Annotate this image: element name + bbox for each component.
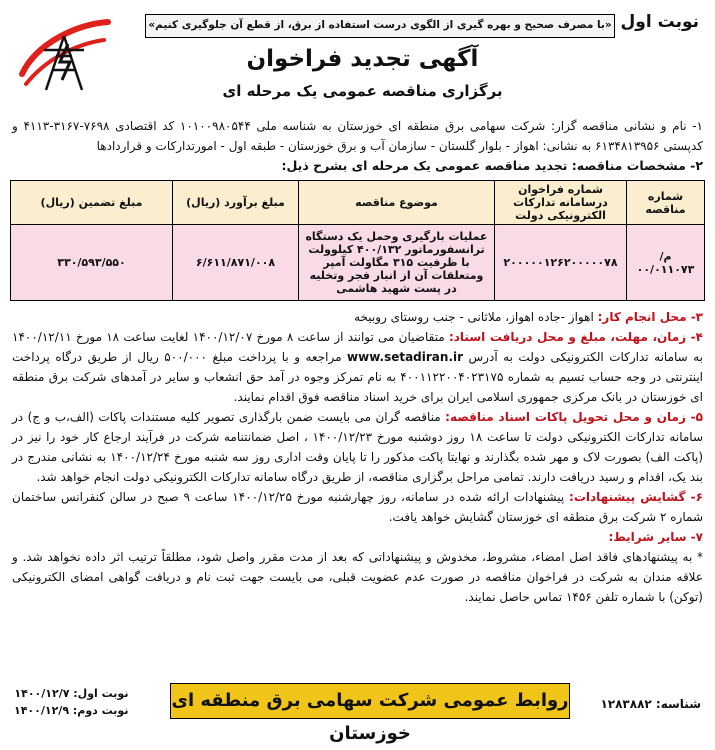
section-3 (12, 307, 703, 327)
public-relations-banner: روابط عمومی شرکت سهامی برق منطقه ای خوزستان (170, 683, 570, 719)
section-5-heading: ۵- زمان و محل تحویل پاکات اسناد مناقصه: (445, 410, 703, 424)
slogan-banner: «با مصرف صحیح و بهره گیری از الگوی درست استفاده از برق، از قطع آن جلوگیری کنیم» (145, 14, 615, 38)
th-guarantee: مبلغ تضمین (ریال) (11, 181, 173, 225)
header (10, 8, 705, 116)
section-5 (12, 407, 703, 487)
section-7-heading: ۷- سایر شرایط: (608, 530, 703, 544)
tender-table (10, 180, 705, 301)
th-subject: موضوع مناقصه (299, 181, 495, 225)
cell-ref: ۲۰۰۰۰۰۱۲۶۲۰۰۰۰۰۷۸ (495, 225, 627, 301)
page-subtitle: برگزاری مناقصه عمومی یک مرحله ای (222, 82, 503, 100)
electricity-tower-logo (16, 14, 112, 94)
date-second: نوبت دوم: ۱۴۰۰/۱۲/۹ (14, 704, 129, 717)
publish-dates (14, 685, 128, 719)
section-7-body: * به پیشنهادهای فاقد اصل امضاء، مشروط، مخدوش و پیشنهاداتی که بعد از مدت مقرر واصل شود، مطلقاً ترتیب اثر داده نخواهد شد. و علاقه مندان به شرکت در فراخوان مناقصه در صورت عدم عضویت قبلی، می بایست جهت ثبت نام و دریافت گواهی امضای الکترونیکی (توکن) با شماره تلفن ۱۴۵۶ تماس حاصل نمایند. (12, 550, 703, 604)
section-6 (12, 487, 703, 527)
section-3-heading: ۳- محل انجام کار: (597, 310, 703, 324)
section-4-body-a: متقاضیان می توانند از ساعت ۸ مورخ ۱۴۰۰/۱۲/۰۷ لغایت ساعت ۱۸ مورخ ۱۴۰۰/۱۲/۱۱ به سامانه تدارکات الکترونیکی دولت به آدرس (12, 330, 703, 364)
cell-estimate: ۶/۶۱۱/۸۷۱/۰۰۸ (173, 225, 299, 301)
nobat-label: نوبت اول (620, 12, 699, 32)
shenase-id: شناسه: ۱۲۸۳۸۸۲ (600, 697, 701, 711)
section-1: ۱- نام و نشانی مناقصه گزار: شرکت سهامی برق منطقه ای خوزستان به شناسه ملی ۱۰۱۰۰۹۸۰۵۴۴ کد اقتصادی ۷۶۹۸-۳۱۶۷-۴۱۱۳ و کدپستی ۶۱۳۴۸۱۳۹۵۶ به نشانی: اهواز - بلوار گلستان - سازمان آب و برق خوزستان - طبقه اول - امورتدارکات و قراردادها (12, 119, 703, 153)
footer (10, 683, 705, 744)
cell-subject: عملیات بارگیری وحمل یک دستگاه ترانسفورماتور ۴۰۰/۱۳۲ کیلوولت با ظرفیت ۳۱۵ مگاولت آمپر ومتعلقات آن از انبار فجر وتخلیه در پست شهید هاشمی (299, 225, 495, 301)
section-2-heading: ۲- مشخصات مناقصه: تجدید مناقصه عمومی یک مرحله ای بشرح ذیل: (281, 158, 703, 173)
section-4-body-b: مراجعه و با پرداخت مبلغ ۵۰۰/۰۰۰ ریال از طریق درگاه پرداخت اینترنتی در وجه حساب تسیم به شماره ۴۰۰۱۱۲۲۰۰۴۰۲۳۱۷۵ به نام تمرکز وجوه در آمد حق انشعاب و سایر در آمدهای شرکت برق منطقه ای خوزستان در بانک مرکزی جمهوری اسلامی ایران برای خرید اسناد مناقصه فوق اقدام نمایند. (12, 350, 704, 404)
table-row (11, 225, 705, 301)
section-4-heading: ۴- زمان، مهلت، مبلغ و محل دریافت اسناد: (448, 330, 703, 344)
date-first: نوبت اول: ۱۴۰۰/۱۲/۷ (14, 687, 129, 700)
th-ref: شماره فراخوان درسامانه تدارکات الکترونیکی دولت (495, 181, 627, 225)
section-7 (12, 527, 703, 547)
page-title: آگهی تجدید فراخوان (246, 46, 479, 72)
cell-guarantee: ۳۳۰/۵۹۳/۵۵۰ (11, 225, 173, 301)
section-6-body: پیشنهادات ارائه شده در سامانه، روز چهارشنبه مورخ ۱۴۰۰/۱۲/۲۵ ساعت ۹ صبح در سالن کنفرانس ساختمان شماره ۲ شرکت برق منطقه ای خوزستان گشایش خواهد یافت. (12, 490, 703, 524)
th-estimate: مبلغ برآورد (ریال) (173, 181, 299, 225)
cell-number: م/۰۰/۰۱۱۰۷۳ (627, 225, 705, 301)
th-number: شماره مناقصه (627, 181, 705, 225)
setad-url-link[interactable]: www.setadiran.ir (347, 350, 464, 364)
section-6-heading: ۶- گشایش پیشنهادات: (569, 490, 703, 504)
section-4 (12, 327, 703, 407)
section-3-body: اهواز -جاده اهواز، ملاثانی - جنب روستای روبیخه (354, 310, 594, 324)
section-5-body: مناقصه گران می بایست ضمن بارگذاری تصویر کلیه مستندات پاکات (الف،ب و ج) در سامانه تدارکات الکترونیکی دولت تا ساعت ۱۸ روز دوشنبه مورخ ۱۴۰۰/۱۲/۲۳ ، اصل ضمانتنامه شرکت در فرآیند ارجاع کار خود را نیز در (پاکت الف) بصورت لاک و مهر شده بگذارند و نهایتا پاکت مذکور را تا پایان وقت اداری روز سه شنبه مورخ ۱۴۰۰/۱۲/۲۴ به نشانی مندرج در بند یک، اقدام و رسید دریافت دارند. تمامی مراحل برگزاری مناقصه، از طریق درگاه سامانه تدارکات الکترونیکی دولت انجام خواهد شد. (12, 410, 703, 484)
